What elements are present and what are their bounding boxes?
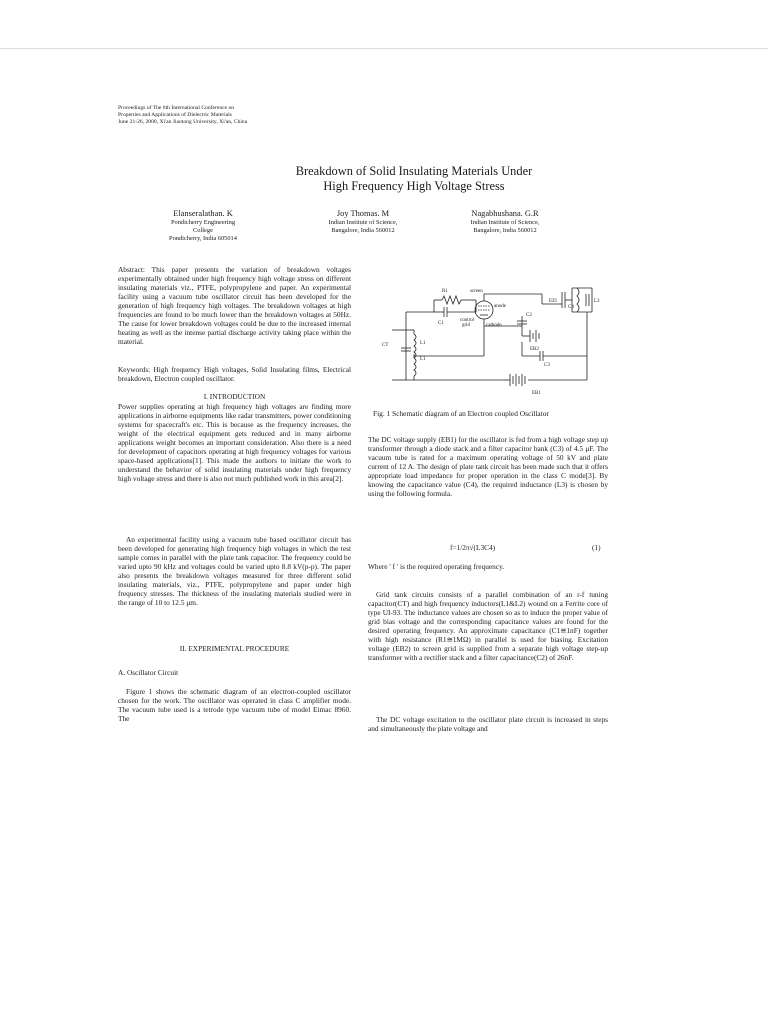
abstract: Abstract: This paper presents the variation of breakdown voltages experimentally obtained under high frequency high voltage stress on different insulating materials viz., PTFE, polypropylene and paper. An experimental facility using a vacuum tube oscillator circuit has been developed for the generation of high frequency high voltages. The breakdown voltages at high frequencies are found to be much lower than the breakdown voltages at 50Hz. The cause for lower breakdown voltages could be due to the increased internal heating as well as the intense partial discharge activity taking place within the material. bbox=[118, 265, 351, 346]
author-affiliation: Pondicherry Engineering bbox=[170, 219, 236, 226]
author-affiliation: College bbox=[193, 227, 213, 234]
label-eb2: EB2 bbox=[530, 347, 539, 352]
label-c2: C2 bbox=[526, 313, 532, 318]
body-paragraph: Grid tank circuits consists of a parallel combination of an r-f tuning capacitor(CT) and high frequency inductors(L1&L2) wound on a Ferrite core of type UI-93. The inductance values are chosen so as to induce the proper value of grid bias voltage and the corresponding capacitance values are found for the desired operating frequency. An approximate capacitance (C1≅1nF) together with high resistance (R1≅1MΩ) in parallel is used for biasing. Excitation voltage (EB2) to screen grid is supplied from a separate high voltage step-up transformer with a rectifier stack and a filter capacitance(C2) of 26nF. bbox=[368, 590, 608, 662]
equation-formula: f=1/2π√(L3C4) bbox=[450, 543, 496, 552]
label-eb1: EB1 bbox=[532, 391, 541, 396]
proceedings-header bbox=[118, 105, 358, 127]
resistor-r1-symbol bbox=[442, 296, 461, 304]
author-affiliation: Indian Institute of Science, bbox=[328, 219, 398, 226]
inductor-l1b-symbol bbox=[414, 358, 416, 376]
page-top-rule bbox=[0, 48, 768, 49]
experimental-paragraph: Figure 1 shows the schematic diagram of an electron-coupled oscillator chosen for the work. The oscillator was operated in class C amplifier mode. The vacuum tube used is a tetrode type vacuum tube of model Eimac 8960. The bbox=[118, 687, 351, 723]
inductor-l3-symbol bbox=[577, 288, 579, 312]
title-line: High Frequency High Voltage Stress bbox=[323, 179, 505, 193]
proceedings-line: June 21-26, 2000, Xi'an Jiaotong University, Xi'an, China bbox=[118, 119, 248, 126]
author-block bbox=[420, 208, 590, 235]
author-affiliation: Indian Institute of Science, bbox=[470, 219, 540, 226]
body-paragraph: The DC voltage supply (EB1) for the oscillator is fed from a high voltage step up transformer through a diode stack and a filter capacitor bank (C3) of 4.5 μF. The vacuum tube is rated for a maximum operating voltage of 50 kV and plate current of 12 A. The design of plate tank circuit has been made such that it offers appropriate load impedance for proper operation in the class C mode[3]. By knowing the capacitance value (C4), the required inductance (L3) is chosen by using the following formula. bbox=[368, 435, 608, 498]
author-name: Joy Thomas. M bbox=[336, 209, 390, 218]
label-r1: R1 bbox=[442, 289, 448, 294]
author-affiliation: Bangalore, India 560012 bbox=[473, 227, 537, 234]
label-anode: anode bbox=[494, 304, 506, 309]
author-block bbox=[118, 208, 288, 243]
author-affiliation: Bangalore, India 560012 bbox=[331, 227, 395, 234]
figure-caption: Fig. 1 Schematic diagram of an Electron coupled Oscillator bbox=[373, 409, 549, 418]
equation-number: (1) bbox=[592, 543, 601, 552]
equation-note: Where ' f ' is the required operating frequency. bbox=[368, 562, 505, 571]
label-c4: C4 bbox=[568, 305, 574, 310]
label-l1: L1 bbox=[420, 357, 426, 362]
label-c3: C3 bbox=[544, 363, 550, 368]
intro-paragraph: An experimental facility using a vacuum tube based oscillator circuit has been developed for generating high frequency high voltages in which the test sample comes in parallel with the plate tank capacitor. The frequency could be varied upto 90 kHz and voltages could be varied upto 8.8 kV(p-p). The paper also presents the breakdown voltages measured for three different solid insulating materials, viz., PTFE, polypropylene and paper under high frequency stresses. The thickness of the insulating materials studied were in the range of 10 to 12.5 μm. bbox=[118, 535, 351, 607]
label-l1: L1 bbox=[420, 341, 426, 346]
section-heading-experimental: II. EXPERIMENTAL PROCEDURE bbox=[179, 644, 290, 653]
intro-paragraph: Power supplies operating at high frequency high voltages are finding more applications in airborne equipments like radar transmitters, power conditioning systems for spacecraft's etc. This is because as the frequency increases, the weight of the electrical equipment gets reduced and in many airborne applications weight becomes an important consideration. Also there is a need for development of capacitors operating at high frequency voltages for various space-based applications[1]. This made the authors to initiate the work to understand the behavior of solid insulating materials under high frequency high voltage stress and there is also not much published work in this area[2]. bbox=[118, 402, 351, 483]
label-control: control bbox=[460, 318, 475, 323]
label-c1: C1 bbox=[438, 321, 444, 326]
paper-title bbox=[118, 164, 710, 194]
label-screen: screen bbox=[470, 289, 483, 294]
body-paragraph: The DC voltage excitation to the oscillator plate circuit is increased in steps and simultaneously the plate voltage and bbox=[368, 715, 608, 733]
author-name: Nagabhushana. G.R bbox=[471, 209, 539, 218]
label-l3: L3 bbox=[594, 299, 600, 304]
label-ct: CT bbox=[382, 343, 389, 348]
title-line: Breakdown of Solid Insulating Materials Under bbox=[295, 164, 533, 178]
label-ezi: EZI bbox=[549, 299, 557, 304]
proceedings-line: Proceedings of The 6th International Conference on bbox=[118, 105, 235, 111]
label-grid: grid bbox=[462, 323, 471, 328]
label-cathode: cathode bbox=[486, 323, 502, 328]
author-affiliation: Pondicherry, India 605014 bbox=[169, 235, 237, 242]
author-name: Elanseralathan. K bbox=[173, 209, 233, 218]
section-heading-introduction: I. INTRODUCTION bbox=[203, 392, 266, 401]
proceedings-line: Properties and Applications of Dielectric Materials bbox=[118, 112, 232, 119]
oscillator-circuit-diagram bbox=[372, 276, 602, 398]
keywords: Keywords: High frequency High voltages, Solid Insulating films, Electrical breakdown, Electron coupled oscillator. bbox=[118, 365, 351, 383]
subsection-heading: A. Oscillator Circuit bbox=[118, 668, 179, 677]
